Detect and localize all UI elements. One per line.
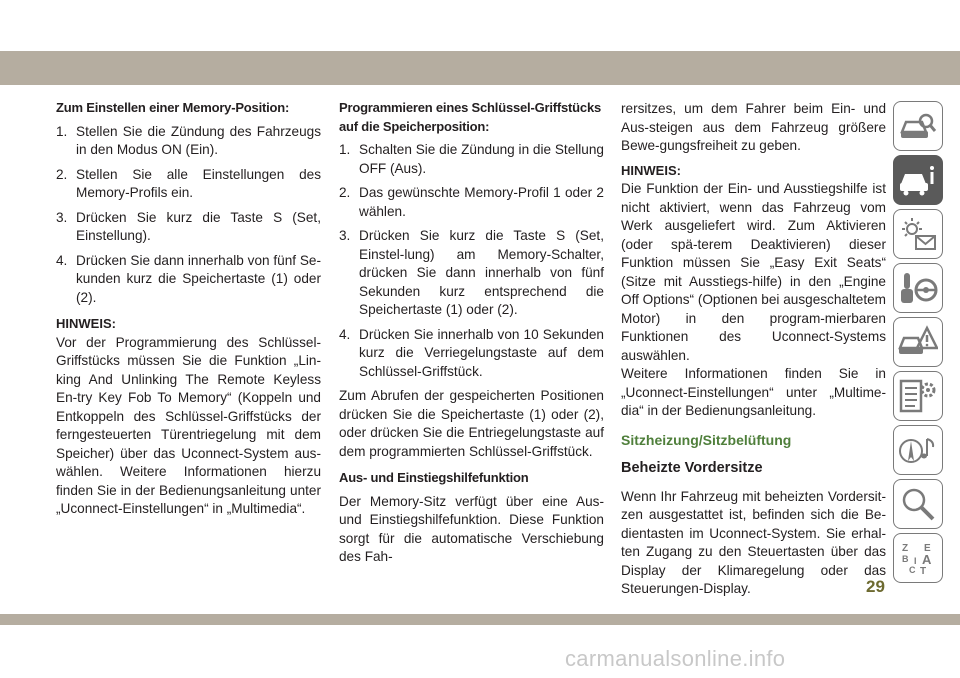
step-text: Drücken Sie kurz die Taste S (Set, Einstel-lung) am Memory-Schalter, drücken Sie dann innerhalb von fünf Sekunden kurz entsprechend die Speichertaste (1) oder (2).: [359, 228, 604, 317]
header-bar: [0, 51, 960, 85]
index-letter: A: [922, 552, 932, 567]
tab-car-magnifier[interactable]: [893, 101, 943, 151]
tab-maintenance[interactable]: [893, 371, 943, 421]
note-text-2: Weitere Informationen finden Sie in „Uconnect-Einstellungen“ unter „Multime-dia“ in der Bedienungsanleitung.: [621, 366, 886, 418]
key-steering-wheel-icon: [898, 270, 938, 306]
step-text: Drücken Sie kurz die Taste S (Set, Einstellung).: [76, 209, 321, 243]
continued-paragraph: rersitzes, um dem Fahrer beim Ein- und Aus-steigen aus dem Fahrzeug größere Bewe-gungsfreiheit zu geben.: [621, 101, 886, 153]
tab-car-info[interactable]: [893, 155, 943, 205]
car-info-icon: [898, 162, 938, 198]
warning-light-envelope-icon: [898, 216, 938, 252]
footer-bar: [0, 614, 960, 625]
note-heading: HINWEIS:: [56, 316, 116, 331]
step-item: [56, 252, 321, 308]
step-item: [339, 326, 604, 382]
recall-paragraph: Zum Abrufen der gespeicherten Positionen drücken Sie die Speichertaste (1) oder (2), oder drücken Sie die Entriegelungstaste auf dem programmierten Schlüssel-Griffstück.: [339, 388, 604, 459]
easy-exit-heading: Aus- und Einstiegshilfefunktion: [339, 470, 529, 485]
memory-position-heading: Zum Einstellen einer Memory-Position:: [56, 100, 290, 115]
index-letter: C: [909, 565, 916, 575]
step-number: 1.: [56, 123, 68, 139]
heated-seats-paragraph: Wenn Ihr Fahrzeug mit beheizten Vordersit-zen ausgestattet ist, befinden sich die Be-dientasten im Uconnect-System. Sie erhal-ten Zugang zu den Steuertasten über das Display der Klimaregelung oder das Steuerungen-Display.: [621, 488, 886, 596]
column-1: [56, 99, 321, 525]
step-number: 2.: [56, 166, 68, 182]
step-number: 1.: [339, 142, 351, 157]
tab-index[interactable]: [893, 533, 943, 583]
index-letter: Z: [902, 543, 909, 554]
note-text: Vor der Programmierung des Schlüssel-Griffstücks müssen Sie die Funktion „Lin-king And Unlinking The Remote Keyless En-try Key Fob To Memory“ (Koppeln und Entkoppeln des Schlüssel-Griffstücks der ferngesteuerten Türentriegelung mit dem Speicher) über das Uconnect-System aus-wählen. Weitere Informationen hierzu finden Sie in der Bedienungsanleitung unter „Uconnect-Einstellungen“ in „Multimedia“.: [56, 334, 321, 516]
easy-exit-paragraph: Der Memory-Sitz verfügt über eine Aus- und Einstiegshilfefunktion. Diese Funktion sorgt für die automatische Verschiebung des Fah-: [339, 493, 604, 564]
index-letter: B: [902, 554, 909, 564]
step-number: 4.: [339, 326, 351, 342]
alphabet-index-icon: [898, 540, 938, 576]
column-3: [621, 100, 886, 605]
index-letter: T: [920, 566, 927, 576]
chapter-sidebar: [893, 101, 951, 587]
step-text: Das gewünschte Memory-Profil 1 oder 2 wählen.: [359, 185, 604, 219]
note-heading: HINWEIS:: [621, 162, 681, 178]
page-number: 29: [866, 577, 885, 596]
tab-search[interactable]: [893, 479, 943, 529]
step-number: 3.: [56, 209, 68, 225]
column-2: [339, 99, 604, 573]
tab-car-warning[interactable]: [893, 317, 943, 367]
step-number: 2.: [339, 185, 351, 200]
step-number: 4.: [56, 252, 68, 268]
search-icon: [898, 486, 938, 522]
step-number: 3.: [339, 228, 351, 243]
car-magnifier-icon: [898, 108, 938, 144]
step-text: Drücken Sie innerhalb von 10 Sekunden kurz die Verriegelungstaste auf dem Schlüssel-Griffstück.: [359, 326, 604, 379]
step-item: [56, 123, 321, 160]
step-item: [339, 184, 604, 221]
car-warning-icon: [898, 324, 938, 360]
subsection-title: Beheizte Vordersitze: [621, 460, 763, 476]
step-text: Schalten Sie die Zündung in die Stellung OFF (Aus).: [359, 142, 604, 176]
note-text: Die Funktion der Ein- und Ausstiegshilfe ist nicht aktiviert, wenn das Fahrzeug vom Werk ausgeliefert wird. Zum Aktivieren (oder spä-terem Deaktivieren) dieser Funktion müssen Sie „Easy Exit Seats“ (Sitze mit Ausstiegs-hilfe) in den „Engine Off Options“ (Optionen bei ausgeschaltetem Motor) in den program-mierbaren Funktionen des Uconnect-Systems auswählen.: [621, 181, 886, 363]
index-letter: I: [914, 556, 917, 566]
step-text: Stellen Sie alle Einstellungen des Memory-Profils ein.: [76, 166, 321, 200]
tab-key-steering[interactable]: [893, 263, 943, 313]
tab-warning-lights[interactable]: [893, 209, 943, 259]
bottom-margin: [0, 625, 960, 678]
watermark: carmanualsonline.info: [565, 646, 786, 671]
step-item: [56, 209, 321, 246]
step-item: [56, 166, 321, 203]
index-letter: E: [924, 543, 931, 554]
key-fob-programming-heading: Programmieren eines Schlüssel-Griffstücks auf die Speicherposition:: [339, 100, 602, 134]
top-margin: [0, 0, 960, 51]
music-navigation-icon: [898, 432, 938, 468]
step-item: [339, 141, 604, 178]
step-text: Drücken Sie dann innerhalb von fünf Se-kunden kurz die Speichertaste (1) oder (2).: [76, 252, 321, 305]
step-text: Stellen Sie die Zündung des Fahrzeugs in den Modus ON (Ein).: [76, 123, 321, 157]
tab-multimedia[interactable]: [893, 425, 943, 475]
section-title: Sitzheizung/Sitzbelüftung: [621, 431, 792, 448]
checklist-gear-icon: [898, 378, 938, 414]
step-item: [339, 227, 604, 320]
